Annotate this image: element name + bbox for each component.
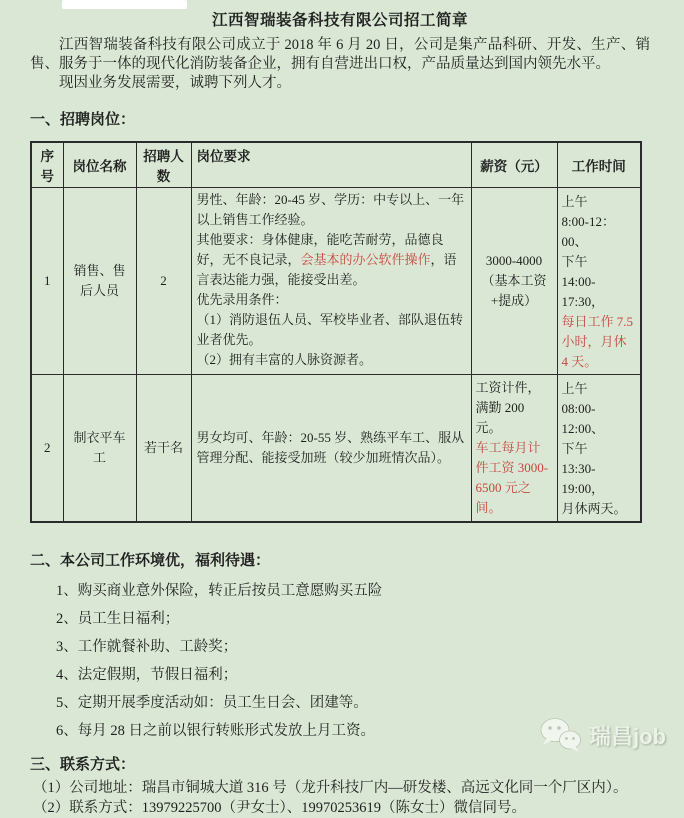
col-header-requirements: 岗位要求 bbox=[191, 142, 471, 188]
col-header-headcount: 招聘人数 bbox=[136, 142, 191, 188]
cell-worktime bbox=[557, 375, 641, 523]
salary-text bbox=[476, 378, 553, 518]
text-line: 车工每月计件工资 3000-6500 元之间。 bbox=[475, 440, 549, 515]
scan-artifact bbox=[62, 0, 187, 9]
text-line: 3000-4000 bbox=[485, 253, 543, 268]
watermark bbox=[539, 715, 666, 755]
intro-paragraph-2: 现因业务发展需要，诚聘下列人才。 bbox=[59, 75, 291, 91]
page-title: 江西智瑞装备科技有限公司招工简章 bbox=[211, 12, 468, 29]
col-header-salary: 薪资（元） bbox=[471, 142, 557, 188]
col-header-position: 岗位名称 bbox=[63, 142, 136, 188]
text-line: （1）消防退伍人员、军校毕业者、部队退伍转业者优先。 bbox=[196, 312, 464, 347]
contact-address: （1）公司地址：瑞昌市铜城大道 316 号（龙升科技厂内—研发楼、高远文化同一个厂区内）。 bbox=[33, 780, 628, 796]
text-line: 工资计件，满勤 200 元。 bbox=[475, 380, 541, 435]
col-header-no: 序号 bbox=[31, 142, 63, 188]
table-row bbox=[31, 188, 641, 375]
table-border-artifact bbox=[30, 433, 32, 462]
contact-phones: （2）联系方式：13979225700（尹女士）、19970253619（陈女士）微信同号。 bbox=[33, 800, 526, 816]
cell-salary bbox=[471, 375, 557, 523]
cell-worktime bbox=[557, 188, 641, 375]
requirements-text bbox=[197, 428, 466, 468]
cell-requirements bbox=[191, 188, 471, 375]
cell-headcount: 若干名 bbox=[136, 375, 191, 523]
salary-text bbox=[476, 251, 553, 311]
list-item: 3、工作就餐补助、工龄奖； bbox=[56, 639, 238, 655]
cell-headcount: 2 bbox=[136, 188, 191, 375]
cell-requirements bbox=[191, 375, 471, 523]
text-line: 08:00-12:00、 bbox=[561, 401, 605, 436]
wechat-icon bbox=[539, 715, 583, 755]
text-line: 月休两天。 bbox=[561, 501, 627, 516]
table-row bbox=[31, 375, 641, 523]
requirements-text bbox=[197, 190, 466, 370]
section-3-heading: 三、联系方式： bbox=[30, 756, 136, 773]
cell-position: 制衣平车工 bbox=[63, 375, 136, 523]
text-line: 下午 bbox=[561, 254, 588, 269]
list-item: 6、每月 28 日之前以银行转账形式发放上月工资。 bbox=[56, 723, 375, 739]
text-line: 下午 bbox=[561, 441, 588, 456]
list-item: 4、法定假期，节假日福利； bbox=[56, 667, 238, 683]
text-line: （2）拥有丰富的人脉资源者。 bbox=[196, 352, 373, 367]
text-line: 男性、年龄：20-45 岁、学历：中专以上、一年以上销售工作经验。 bbox=[196, 192, 465, 227]
job-positions-table bbox=[30, 141, 642, 523]
text-line: 8:00-12：00、 bbox=[561, 214, 615, 249]
cell-position: 销售、售后人员 bbox=[63, 188, 136, 375]
text-line: 优先录用条件： bbox=[196, 292, 288, 307]
list-item: 2、员工生日福利； bbox=[56, 611, 180, 627]
table-header-row bbox=[31, 142, 641, 188]
table-header bbox=[31, 142, 641, 188]
text-line: 上午 bbox=[561, 194, 588, 209]
cell-no: 1 bbox=[31, 188, 63, 375]
section-1-heading: 一、招聘岗位： bbox=[30, 111, 136, 128]
intro-paragraph: 江西智瑞装备科技有限公司成立于 2018 年 6 月 20 日，公司是集产品科研、开发、生产、销售、服务于一体的现代化消防装备企业，拥有自营进出口权，产品质量达到国内领先水平。 bbox=[30, 37, 650, 72]
text-line: 男女均可、年龄：20-55 岁、熟练平车工、服从管理分配、能接受加班（较少加班情次品）。 bbox=[196, 430, 465, 465]
col-header-worktime: 工作时间 bbox=[557, 142, 641, 188]
text-line: 13:30-19:00， bbox=[561, 461, 605, 496]
list-item: 1、购买商业意外保险，转正后按员工意愿购买五险 bbox=[56, 583, 383, 599]
worktime-text bbox=[562, 192, 637, 372]
text-line: 其他要求：身体健康，能吃苦耐劳，品德良好，无不良记录，会基本的办公软件操作，语言表达能力强，能接受出差。 bbox=[196, 232, 457, 287]
text-line: 14:00-17:30， bbox=[561, 274, 605, 309]
section-2-heading: 二、本公司工作环境优，福利待遇： bbox=[30, 552, 271, 569]
worktime-text bbox=[562, 379, 637, 519]
cell-salary bbox=[471, 188, 557, 375]
cell-no: 2 bbox=[31, 375, 63, 523]
list-item: 5、定期开展季度活动如：员工生日会、团建等。 bbox=[56, 695, 368, 711]
watermark-label: 瑞昌job bbox=[589, 723, 666, 749]
text-line: 上午 bbox=[561, 381, 588, 396]
text-line: 每日工作 7.5 小时，月休 4 天。 bbox=[561, 314, 634, 369]
text-line: （基本工资+提成） bbox=[481, 273, 547, 308]
